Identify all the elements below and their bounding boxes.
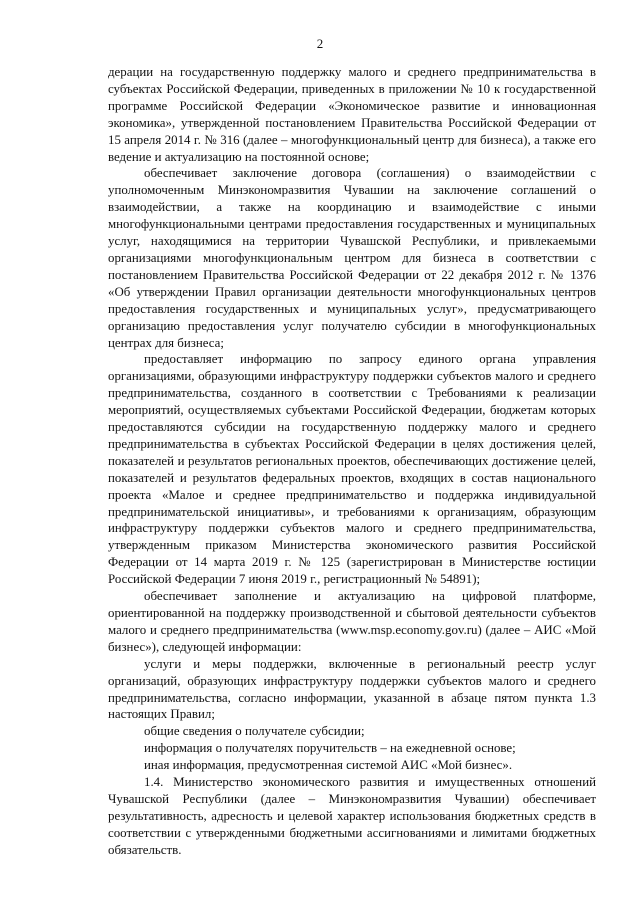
paragraph-services-list: услуги и меры поддержки, включенные в региональный реестр услуг организаций, образующих инфраструктуру поддержки субъектов малого и среднего предпринимательства, согласно информации, указанной в абзаце пятом пункта 1.3 настоящих Правил; [108,656,596,722]
paragraph-continuation: дерации на государственную поддержку малого и среднего предпринимательства в субъектах Российской Федерации, приведенных в приложении № 10 к государственной программе Российской Федерации «Экономическое развитие и инновационная экономика», утвержденной постановлением Правительства Российской Федерации от 15 апреля 2014 г. № 316 (далее – многофункциональный центр для бизнеса), а также его ведение и актуализацию на постоянной основе; [108,65,596,164]
paragraph-section-1-4: 1.4. Министерство экономического развития и имущественных отношений Чувашской Республики (далее – Минэкономразвития Чувашии) обеспечивает результативность, адресность и целевой характер использования бюджетных средств в соответствии с утвержденными бюджетными ассигнованиями и лимитами бюджетных обязательств. [108,775,596,857]
paragraph-agreement: обеспечивает заключение договора (соглашения) о взаимодействии с уполномоченным Минэкономразвития Чувашии на заключение соглашений о взаимодействии, а также на координацию и взаимодействие с иными многофункциональными центрами предоставления государственных и муниципальных услуг, находящимися на территории Чувашской Республики, и привлекаемыми организациями многофункциональным центром для бизнеса в соответствии с постановлением Правительства Российской Федерации от 22 декабря 2012 г. № 1376 «Об утверждении Правил организации деятельности многофункциональных центров предоставления государственных и муниципальных услуг», предусматривающего организацию предоставления услуг получателю субсидии в многофункциональных центрах для бизнеса; [108,166,596,350]
document-body [108,64,596,859]
paragraph-information-request: предоставляет информацию по запросу единого органа управления организациями, образующими инфраструктуру поддержки субъектов малого и среднего предпринимательства, созданного в соответствии с Требованиями к реализации мероприятий, осуществляемых субъектами Российской Федерации, бюджетам которых предоставляются субсидии на государственную поддержку малого и среднего предпринимательства в субъектах Российской Федерации в целях достижения целей, показателей и результатов региональных проектов, обеспечивающих достижение целей, показателей и результатов федеральных проектов, входящих в состав национального проекта «Малое и среднее предпринимательство и поддержка индивидуальной предпринимательской инициативы», и требованиями к организациям, образующим инфраструктуру поддержки субъектов малого и среднего предпринимательства, утвержденным приказом Министерства экономического развития Российской Федерации от 14 марта 2019 г. № 125 (зарегистрирован в Министерстве юстиции Российской Федерации 7 июня 2019 г., регистрационный № 54891); [108,352,596,587]
page-number: 2 [316,36,324,51]
paragraph-digital-platform: обеспечивает заполнение и актуализацию на цифровой платформе, ориентированной на поддержку производственной и сбытовой деятельности субъектов малого и среднего предпринимательства (www.msp.economy.gov.ru) (далее – АИС «Мой бизнес»), следующей информации: [108,589,596,654]
paragraph-guarantee-info: информация о получателях поручительств – на ежедневной основе; [144,741,516,756]
paragraph-general-info: общие сведения о получателе субсидии; [144,724,365,739]
paragraph-other-info: иная информация, предусмотренная системой АИС «Мой бизнес». [144,758,513,773]
